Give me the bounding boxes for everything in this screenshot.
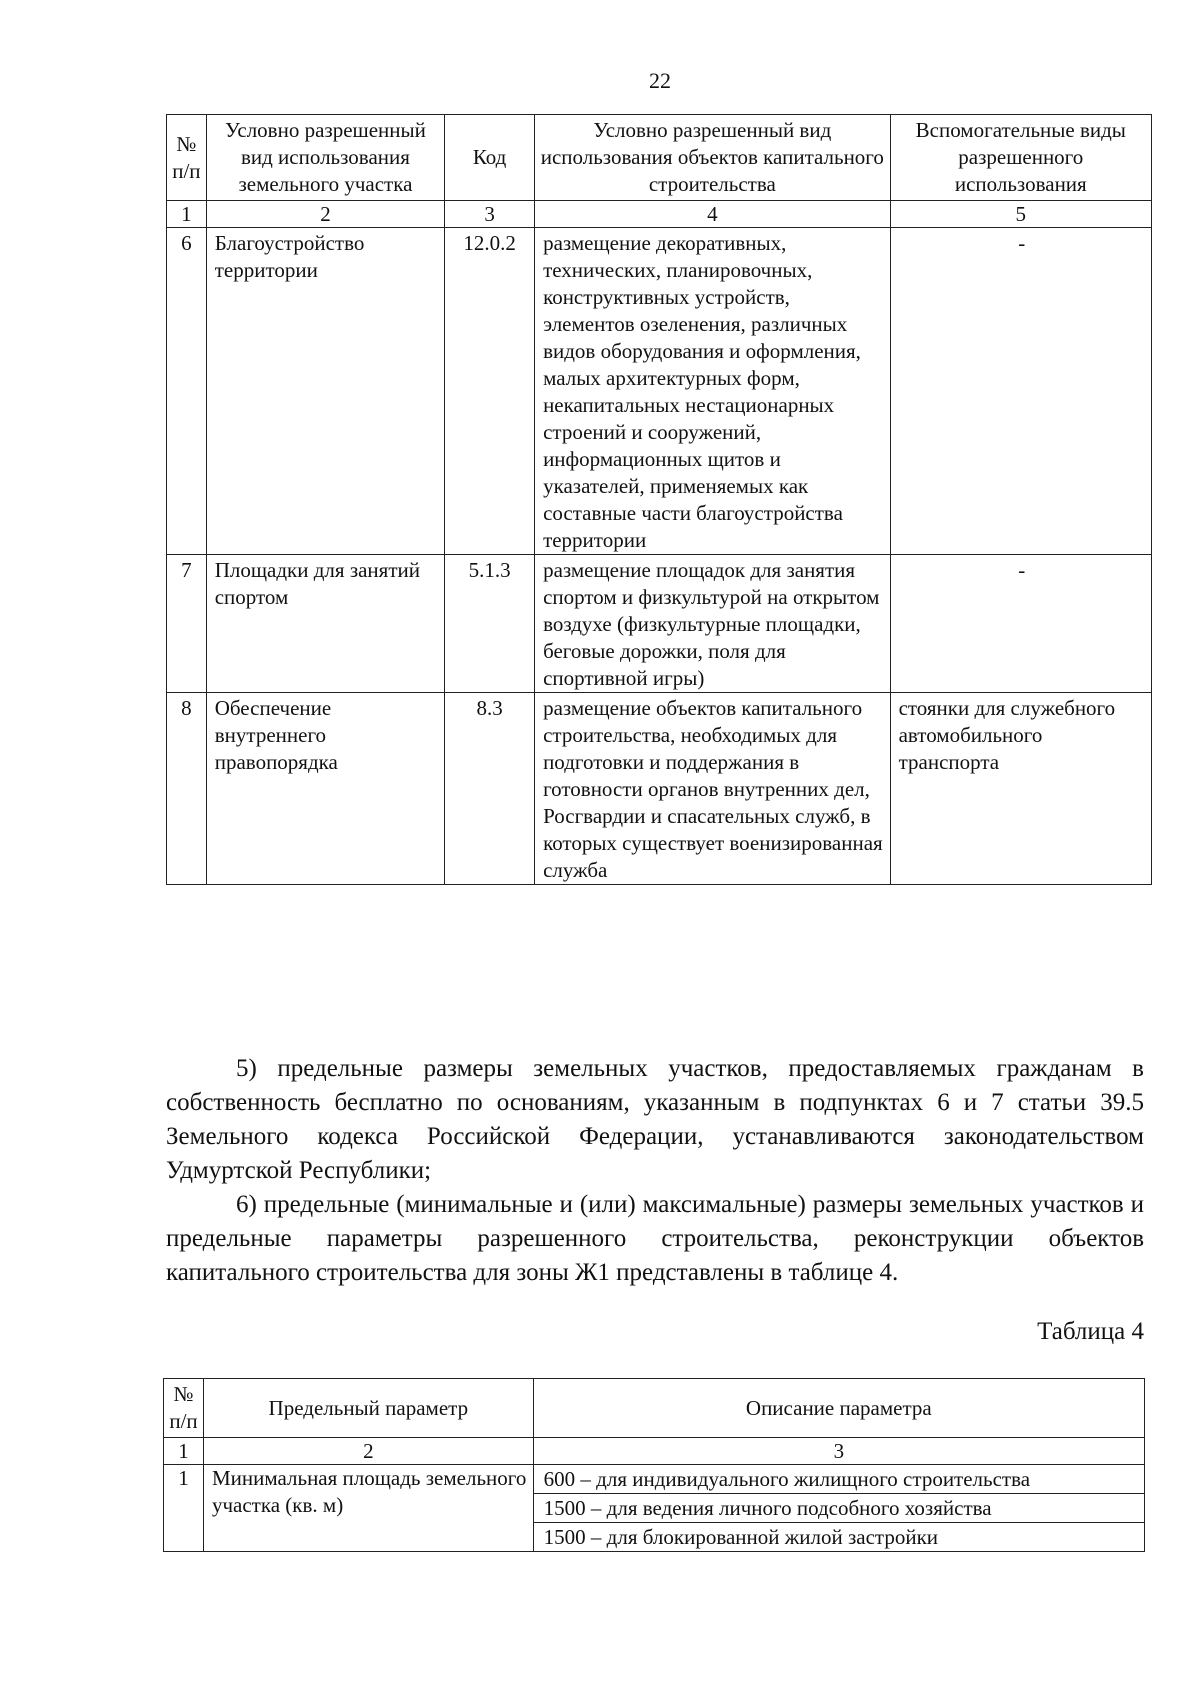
table-row	[167, 693, 1152, 885]
row-land-use: Площадки для занятий спортом	[206, 555, 444, 693]
header-description: Описание параметра	[533, 1379, 1144, 1438]
row-auxiliary: -	[890, 228, 1151, 555]
table-row	[164, 1465, 1145, 1552]
table-row	[167, 555, 1152, 693]
table-header-row	[164, 1379, 1145, 1438]
row-capital-use: размещение объектов капитального строительства, необходимых для подготовки и поддержания в готовности органов внутренних дел, Росгвардии и спасательных служб, в которых существует военизированная служба	[535, 693, 891, 885]
row-num: 8	[167, 693, 207, 885]
row-parameter: Минимальная площадь земельного участка (кв. м)	[203, 1465, 533, 1552]
description-line: 1500 – для блокированной жилой застройки	[543, 1525, 939, 1549]
page-number: 22	[649, 68, 671, 93]
row-auxiliary: стоянки для служебного автомобильного транспорта	[890, 693, 1151, 885]
row-code: 12.0.2	[445, 228, 535, 555]
permitted-use-table	[166, 114, 1152, 885]
body-text	[166, 1052, 1144, 1290]
row-num: 6	[167, 228, 207, 555]
header-land-use: Условно разрешенный вид использования земельного участка	[206, 115, 444, 201]
row-num: 1	[164, 1465, 204, 1552]
header-auxiliary: Вспомогательные виды разрешенного использования	[890, 115, 1151, 201]
column-number: 5	[890, 201, 1151, 228]
parameters-table	[163, 1378, 1145, 1552]
column-number: 1	[164, 1438, 204, 1465]
row-land-use: Обеспечение внутреннего правопорядка	[206, 693, 444, 885]
row-capital-use: размещение площадок для занятия спортом и физкультурой на открытом воздухе (физкультурные площадки, беговые дорожки, поля для спортивной игры)	[535, 555, 891, 693]
row-auxiliary: -	[890, 555, 1151, 693]
table-caption: Таблица 4	[1037, 1318, 1144, 1345]
description-line: 1500 – для ведения личного подсобного хозяйства	[534, 1494, 1144, 1523]
row-num: 7	[167, 555, 207, 693]
column-number: 4	[535, 201, 891, 228]
paragraph: 6) предельные (минимальные и (или) максимальные) размеры земельных участков и предельные параметры разрешенного строительства, реконструкции объектов капитального строительства для зоны Ж1 представлены в таблице 4.	[166, 1191, 1144, 1286]
row-code: 8.3	[445, 693, 535, 885]
description-line: 600 – для индивидуального жилищного строительства	[534, 1465, 1144, 1494]
column-number: 2	[206, 201, 444, 228]
header-num: № п/п	[167, 115, 207, 201]
column-number: 3	[445, 201, 535, 228]
row-descriptions	[533, 1465, 1144, 1552]
header-code: Код	[445, 115, 535, 201]
header-parameter: Предельный параметр	[203, 1379, 533, 1438]
header-capital-use: Условно разрешенный вид использования объектов капитального строительства	[535, 115, 891, 201]
column-number: 2	[203, 1438, 533, 1465]
table-row	[167, 228, 1152, 555]
table-header-row	[167, 115, 1152, 201]
paragraph: 5) предельные размеры земельных участков, предоставляемых гражданам в собственность бесплатно по основаниям, указанным в подпунктах 6 и 7 статьи 39.5 Земельного кодекса Российской Федерации, устанавливаются законодательством Удмуртской Республики;	[166, 1055, 1144, 1184]
column-number-row	[167, 201, 1152, 228]
column-number: 3	[533, 1438, 1144, 1465]
row-capital-use: размещение декоративных, технических, планировочных, конструктивных устройств, элементов озеленения, различных видов оборудования и оформления, малых архитектурных форм, некапитальных нестационарных строений и сооружений, информационных щитов и указателей, применяемых как составные части благоустройства территории	[535, 228, 891, 555]
column-number-row	[164, 1438, 1145, 1465]
column-number: 1	[167, 201, 207, 228]
row-code: 5.1.3	[445, 555, 535, 693]
row-land-use: Благоустройство территории	[206, 228, 444, 555]
header-num: № п/п	[164, 1379, 204, 1438]
